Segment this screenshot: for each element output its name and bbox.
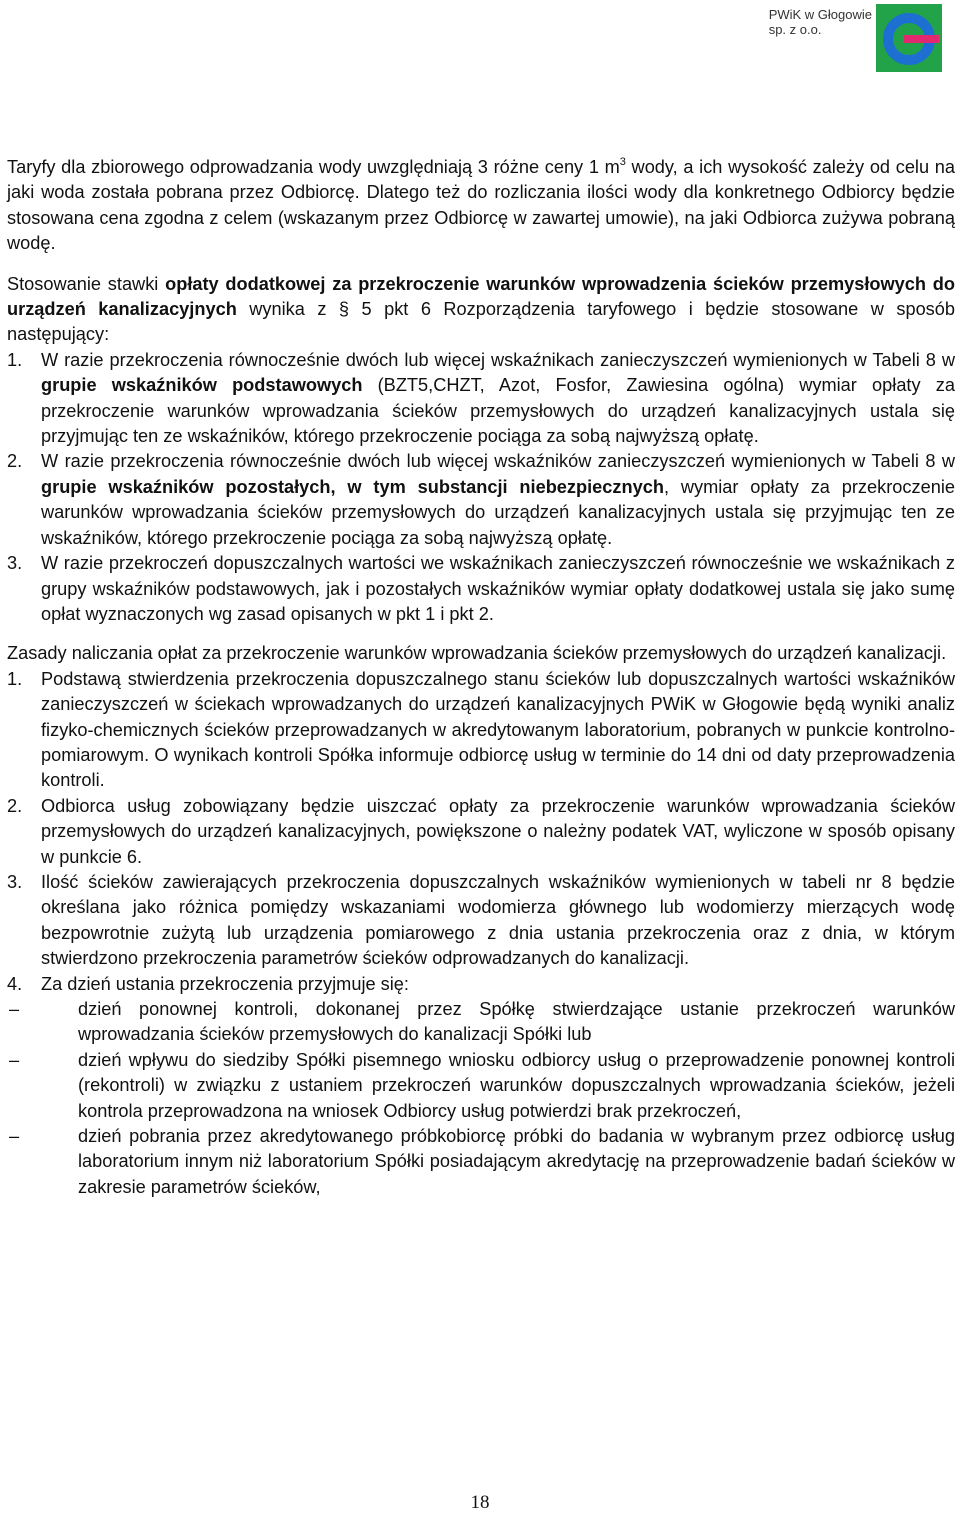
intro-paragraph: Taryfy dla zbiorowego odprowadzania wody uwzględniają 3 różne ceny 1 $m^3$ wody, a ich wysokość zależy od celu na jaki woda została pobrana przez Odbiorcę. Dlatego też do rozliczania ilości wody dla konkretnego Odbiorcy będzie stosowana cena zgodna z celem (wskazanym przez Odbiorcę w zawartej umowie), na jaki Odbiorca zużywa pobraną wodę. <box>7 156 955 254</box>
dash-list-item: – dzień wpływu do siedziby Spółki pisemnego wniosku odbiorcy usług o przeprowadzenie ponownej kontroli (rekontroli) w związku z ustaniem przekroczeń warunków dopuszczalnych wprowadzania ścieków, jeżeli kontrola przeprowadzona na wniosek Odbiorcy usług potwierdzi brak przekroczeń, <box>7 1048 955 1124</box>
page-header <box>0 0 960 90</box>
fee-paragraph: Stosowanie stawki opłaty dodatkowej za przekroczenie warunków wprowadzenia ścieków przemysłowych do urządzeń kanalizacyjnych wynika z § 5 pkt 6 Rozporządzenia taryfowego i będzie stosowane w sposób następujący: <box>7 273 956 345</box>
dash-list <box>7 997 955 1200</box>
dash-list-item: – dzień ponownej kontroli, dokonanej przez Spółkę stwierdzające ustanie przekroczeń warunków wprowadzania ścieków przemysłowych do kanalizacji Spółki lub <box>7 997 955 1048</box>
page-number: 18 <box>470 1492 490 1513</box>
list-item: 1. Podstawą stwierdzenia przekroczenia dopuszczalnego stanu ścieków lub dopuszczalnych wartości wskaźników zanieczyszczeń w ściekach wprowadzanych do urządzeń kanalizacyjnych PWiK w Głogowie będą wyniki analiz fizyko-chemicznych ścieków przeprowadzanych w akredytowanym laboratorium, pobranych w punkcie kontrolno-pomiarowym. O wynikach kontroli Spółka informuje odbiorcę usług w terminie do 14 dni od daty przeprowadzenia kontroli. <box>7 668 955 791</box>
company-name-line2: sp. z o.o. <box>768 22 822 37</box>
list-item: 2. W razie przekroczenia równocześnie dwóch lub więcej wskaźników zanieczyszczeń wymienionych w Tabeli 8 w grupie wskaźników pozostałych, w tym substancji niebezpiecznych, wymiar opłaty za przekroczenie warunków wprowadzania ścieków przemysłowych do urządzeń kanalizacyjnych ustala się przyjmując ten ze wskaźników, którego przekroczenie pociąga za sobą najwyższą opłatę. <box>7 451 955 548</box>
list-item: 3. W razie przekroczeń dopuszczalnych wartości we wskaźnikach zanieczyszczeń równocześnie we wskaźnikach z grupy wskaźników podstawowych, jak i pozostałych wskaźników wymiar opłaty dodatkowej ustala się jako sumę opłat wyznaczonych wg zasad opisanych w pkt 1 i pkt 2. <box>7 553 955 624</box>
list-item: 3. Ilość ścieków zawierających przekroczenia dopuszczalnych wskaźników wymienionych w tabeli nr 8 będzie określana jako różnica pomiędzy wskazaniami wodomierza głównego lub wodomierzy mierzących wodę bezpowrotnie zużytą lub urządzenia pomiarowego z dnia ustania przekroczenia oraz z dnia, w którym stwierdzono przekroczenia parametrów ścieków odprowadzanych do kanalizacji. <box>7 871 955 969</box>
document-body <box>7 155 955 1200</box>
list-item: 4. Za dzień ustania przekroczenia przyjmuje się: <box>7 973 409 994</box>
dash-list-item: – dzień pobrania przez akredytowanego próbkobiorcę próbki do badania w wybranym przez odbiorcę usług laboratorium innym niż laboratorium Spółki posiadającym akredytację na przeprowadzenie badań ścieków w zakresie parametrów ścieków, <box>7 1124 955 1200</box>
list-item: 1. W razie przekroczenia równocześnie dwóch lub więcej wskaźnikach zanieczyszczeń wymienionych w Tabeli 8 w grupie wskaźników podstawowych (BZT5,CHZT, Azot, Fosfor, Zawiesina ogólna) wymiar opłaty za przekroczenie warunków wprowadzania ścieków przemysłowych do urządzeń kanalizacyjnych ustala się przyjmując ten ze wskaźników, którego przekroczenie pociąga za sobą najwyższą opłatę. <box>7 349 955 447</box>
dash-bullet: – <box>9 1126 20 1147</box>
list-item: 2. Odbiorca usług zobowiązany będzie uiszczać opłaty za przekroczenie warunków wprowadzania ścieków przemysłowych do urządzeń kanalizacyjnych, powiększone o należny podatek VAT, wyliczone w sposób opisany w punkcie 6. <box>7 795 955 867</box>
company-name-line1: PWiK w Głogowie <box>768 7 872 22</box>
zasady-heading: Zasady naliczania opłat za przekroczenie warunków wprowadzania ścieków przemysłowych do urządzeń kanalizacji. <box>7 643 947 664</box>
company-logo <box>876 4 942 72</box>
company-name <box>769 7 872 37</box>
dash-bullet: – <box>9 1049 20 1070</box>
dash-bullet: – <box>9 999 20 1019</box>
rules-list <box>7 348 955 627</box>
zasady-list <box>7 667 955 997</box>
